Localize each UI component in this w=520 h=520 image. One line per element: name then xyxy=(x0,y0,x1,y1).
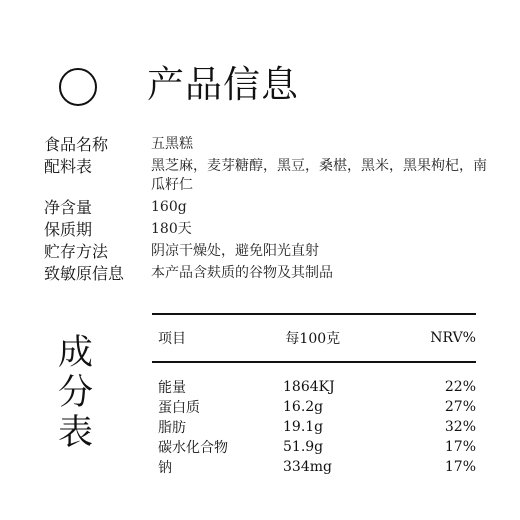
info-value: 五黑糕 xyxy=(151,136,193,152)
info-value: 160g xyxy=(151,199,187,215)
info-row xyxy=(44,264,491,283)
table-cell: 蛋白质 xyxy=(158,400,200,416)
table-row xyxy=(152,437,476,457)
column-header: 每100克 xyxy=(285,331,341,347)
table-row xyxy=(152,397,476,417)
info-label: 净含量 xyxy=(44,198,93,217)
table-cell: 钠 xyxy=(158,460,172,476)
info-label: 保质期 xyxy=(44,220,93,239)
info-label: 贮存方法 xyxy=(44,242,109,261)
info-row xyxy=(44,157,491,195)
info-row xyxy=(44,242,491,261)
table-cell: 51.9g xyxy=(283,439,324,455)
table-cell: 能量 xyxy=(158,380,186,396)
table-cell: 1864KJ xyxy=(283,379,335,395)
nutrition-section-title: 成分表 xyxy=(58,333,94,453)
info-value: 黑芝麻，麦芽糖醇，黑豆，桑椹，黑米，黑果枸杞，南瓜籽仁 xyxy=(151,158,487,193)
table-cell: 32% xyxy=(444,419,476,435)
info-label: 配料表 xyxy=(44,157,93,176)
info-label: 致敏原信息 xyxy=(44,264,125,283)
table-row xyxy=(152,457,476,477)
info-row xyxy=(44,220,491,239)
info-value: 本产品含麸质的谷物及其制品 xyxy=(151,265,333,281)
table-cell: 碳水化合物 xyxy=(158,440,228,456)
info-row xyxy=(44,198,491,217)
table-row xyxy=(152,377,476,397)
page-title: 产品信息 xyxy=(147,63,299,106)
table-cell: 17% xyxy=(444,459,476,475)
column-header: NRV% xyxy=(430,330,476,346)
table-cell: 334mg xyxy=(283,459,332,475)
table-cell: 22% xyxy=(444,379,476,395)
table-row xyxy=(152,417,476,437)
table-cell: 27% xyxy=(444,399,476,415)
table-cell: 脂肪 xyxy=(158,420,186,436)
nutrition-table xyxy=(152,313,476,477)
circle-icon xyxy=(59,68,97,106)
info-label: 食品名称 xyxy=(44,135,109,154)
info-row xyxy=(44,135,491,154)
product-info-list xyxy=(44,135,491,286)
info-value: 180天 xyxy=(151,221,192,237)
table-body xyxy=(152,363,476,477)
table-cell: 16.2g xyxy=(283,399,324,415)
table-cell: 19.1g xyxy=(283,419,324,435)
table-cell: 17% xyxy=(444,439,476,455)
info-value: 阴凉干燥处，避免阳光直射 xyxy=(151,243,319,259)
table-header-row xyxy=(152,315,476,361)
column-header: 项目 xyxy=(158,331,186,347)
